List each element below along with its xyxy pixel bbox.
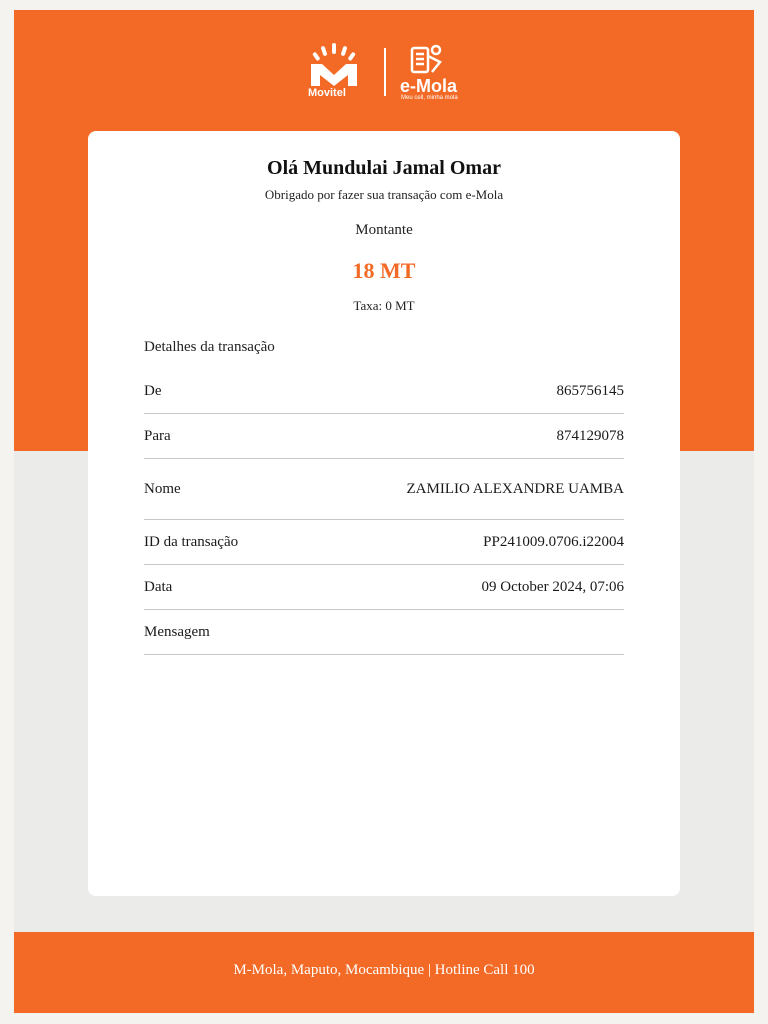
detail-row-message — [144, 610, 624, 655]
amount-value: 18 MT — [352, 258, 416, 283]
footer-text: M-Mola, Maputo, Mocambique | Hotline Call 100 — [233, 962, 535, 978]
logo-divider — [384, 48, 386, 96]
logo-bar — [14, 40, 754, 104]
emola-logo — [398, 42, 478, 102]
detail-row-to — [144, 414, 624, 459]
detail-label: Nome — [144, 480, 181, 497]
detail-label: Para — [144, 427, 171, 444]
emola-wallet-icon — [398, 42, 446, 78]
movitel-wordmark: Movitel — [308, 87, 346, 99]
emola-tagline: Meu cell, minha mola — [401, 95, 458, 101]
receipt-frame — [14, 10, 754, 1013]
detail-value: 874129078 — [556, 427, 624, 444]
detail-row-transaction-id — [144, 520, 624, 565]
amount-label: Montante — [355, 222, 413, 238]
greeting-title: Olá Mundulai Jamal Omar — [267, 157, 501, 179]
detail-row-from — [144, 369, 624, 414]
fee-text: Taxa: 0 MT — [353, 298, 415, 313]
detail-value: 865756145 — [556, 382, 624, 399]
details-heading: Detalhes da transação — [144, 339, 275, 355]
detail-value: 09 October 2024, 07:06 — [481, 578, 624, 595]
detail-value: ZAMILIO ALEXANDRE UAMBA — [406, 480, 624, 497]
footer-band — [14, 932, 754, 1013]
detail-row-name — [144, 459, 624, 520]
details-table — [144, 369, 624, 655]
detail-label: ID da transação — [144, 533, 239, 550]
emola-wordmark: e-Mola — [400, 76, 458, 96]
detail-value: PP241009.0706.i22004 — [483, 533, 624, 550]
detail-label: Data — [144, 578, 173, 595]
thank-you-text: Obrigado por fazer sua transação com e-Mola — [264, 187, 504, 202]
receipt-card — [88, 131, 680, 896]
detail-label: Mensagem — [144, 623, 210, 640]
detail-label: De — [144, 382, 162, 399]
movitel-logo — [306, 42, 366, 102]
detail-row-date — [144, 565, 624, 610]
